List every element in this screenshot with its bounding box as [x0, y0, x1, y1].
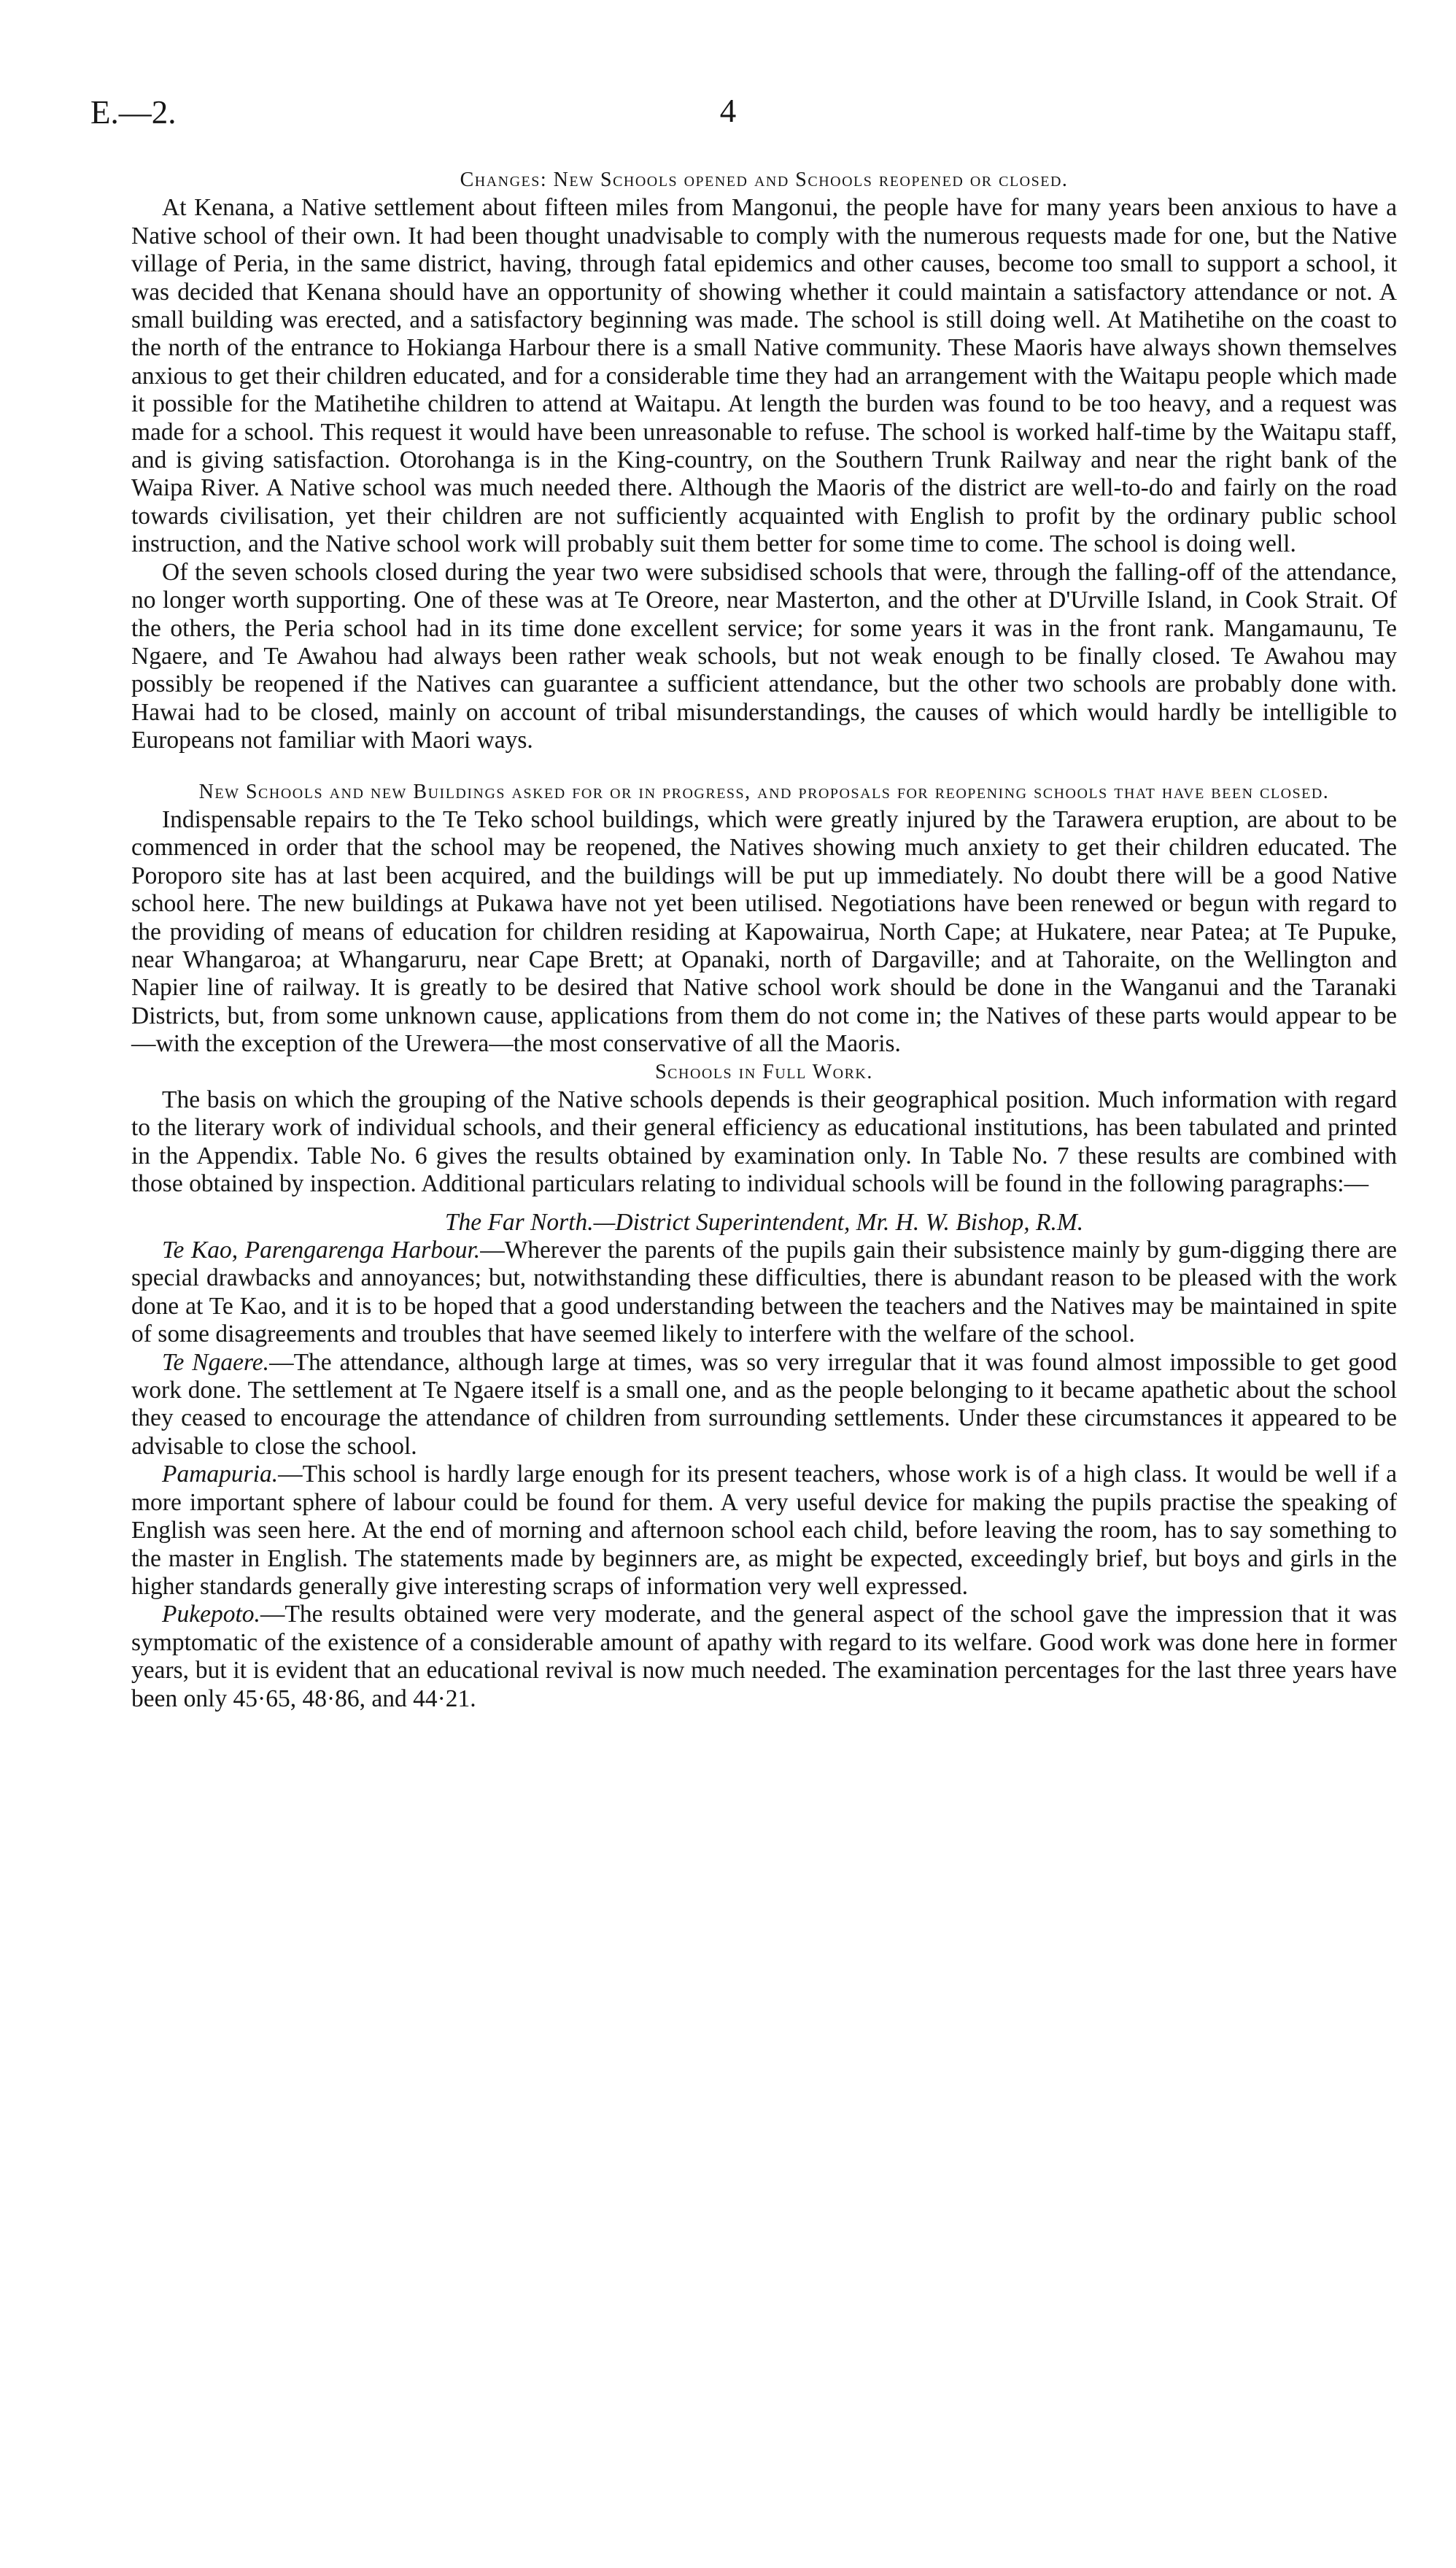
district-heading: The Far North.—District Superintendent, Mr. H. W. Bishop, R.M. — [444, 1208, 1084, 1236]
school-entry — [131, 1349, 1397, 1461]
school-name: Te Ngaere. — [162, 1348, 270, 1376]
school-entry — [131, 1601, 1397, 1713]
paragraph: Of the seven schools closed during the year two were subsidised schools that were, through the falling-off of the attendance, no longer worth supporting. One of these was at Te Oreore, near Masterton, and the other at D'Urville Island, in Cook Strait. Of the others, the Peria school had in its time done excellent service; for some years it was in the front rank. Mangamaunu, Te Ngaere, and Te Awahou had always been rather weak schools, but not weak enough to be finally closed. Te Awahou may possibly be reopened if the Natives can guarantee a sufficient attendance, but the other two schools are probably done with. Hawai had to be closed, mainly on account of tribal misunderstandings, the causes of which would hardly be intelligible to Europeans not familiar with Maori ways. — [131, 558, 1397, 754]
school-text: —The results obtained were very moderate, and the general aspect of the school gave the impression that it was symptomatic of the existence of a considerable amount of apathy with regard to its welfare. Good work was done here in former years, but it is evident that an educational revival is now much needed. The examination percentages for the last three years have been only 45·65, 48·86, and 44·21. — [131, 1601, 1397, 1712]
school-name: Te Kao, Parengarenga Harbour. — [162, 1237, 481, 1264]
school-text: —The attendance, although large at times, was so very irregular that it was found almost impossible to get good work done. The settlement at Te Ngaere itself is a small one, and as the people belonging to it became apathetic about the school they ceased to encourage the attendance of children from surrounding settlements. Under these circumstances it appeared to be advisable to close the school. — [131, 1348, 1397, 1460]
document-reference: E.—2. — [90, 94, 177, 131]
page-header — [0, 86, 1456, 130]
section-heading-changes: Changes: New Schools opened and Schools reopened or closed. — [460, 169, 1069, 191]
paragraph: The basis on which the grouping of the Native schools depends is their geographical position. Much information with regard to the literary work of individual schools, and their general efficiency as educational institutions, has been tabulated and printed in the Appendix. Table No. 6 gives the results obtained by examination only. In Table No. 7 these results are combined with those obtained by inspection. Additional particulars relating to individual schools will be found in the following paragraphs:— — [131, 1086, 1397, 1198]
school-text: —This school is hardly large enough for its present teachers, whose work is of a high class. It would be well if a more important sphere of labour could be found for them. A very useful device for making the pupils practise the speaking of English was seen here. At the end of morning and afternoon school each child, before leaving the room, has to say something to the master in English. The statements made by beginners are, as might be expected, exceedingly brief, but boys and girls in the higher standards generally give interesting scraps of information very well expressed. — [131, 1461, 1397, 1600]
section-heading-new-schools: New Schools and new Buildings asked for or in progress, and proposals for reopening schools that have been closed. — [198, 780, 1330, 803]
page-body — [131, 166, 1397, 1713]
school-text: —Wherever the parents of the pupils gain their subsistence mainly by gum-digging there are special drawbacks and annoyances; but, notwithstanding these difficulties, there is abundant reason to be pleased with the work done at Te Kao, and it is to be hoped that a good understanding between the teachers and the Natives may be maintained in spite of some disagreements and troubles that have seemed likely to interfere with the welfare of the school. — [131, 1237, 1397, 1348]
section-heading-full-work: Schools in Full Work. — [655, 1060, 873, 1083]
paragraph: Indispensable repairs to the Te Teko school buildings, which were greatly injured by the Tarawera eruption, are about to be commenced in order that the school may be reopened, the Natives showing much anxiety to get their children educated. The Poroporo site has at last been acquired, and the buildings will be put up immediately. No doubt there will be a good Native school here. The new buildings at Pukawa have not yet been utilised. Negotiations have been renewed or begun with regard to the providing of means of education for children residing at Kapowairua, North Cape; at Hukatere, near Patea; at Te Pupuke, near Whangaroa; at Whangaruru, near Cape Brett; at Opanaki, north of Dargaville; and at Tahoraite, on the Wellington and Napier line of railway. It is greatly to be desired that Native school work should be done in the Wanganui and the Taranaki Districts, but, from some unknown cause, applications from them do not come in; the Natives of these parts would appear to be—with the exception of the Urewera—the most conservative of all the Maoris. — [131, 805, 1397, 1058]
school-name: Pukepoto. — [162, 1601, 260, 1628]
paragraph: At Kenana, a Native settlement about fifteen miles from Mangonui, the people have for many years been anxious to have a Native school of their own. It had been thought unadvisable to comply with the numerous requests made for one, but the Native village of Peria, in the same district, having, through fatal epidemics and other causes, become too small to support a school, it was decided that Kenana should have an opportunity of showing whether it could maintain a satisfactory attendance or not. A small building was erected, and a satisfactory beginning was made. The school is still doing well. At Matihetihe on the coast to the north of the entrance to Hokianga Harbour there is a small Native community. These Maoris have always shown themselves anxious to get their children educated, and for a considerable time they had an arrangement with the Waitapu people which made it possible for the Matihetihe children to attend at Waitapu. At length the burden was found to be too heavy, and a request was made for a school. This request it would have been unreasonable to refuse. The school is worked half-time by the Waitapu staff, and is giving satisfaction. Otorohanga is in the King-country, on the Southern Trunk Railway and near the right bank of the Waipa River. A Native school was much needed there. Although the Maoris of the district are well-to-do and fairly on the road towards civilisation, yet their children are not sufficiently acquainted with English to profit by the ordinary public school instruction, and the Native school work will probably suit them better for some time to come. The school is doing well. — [131, 194, 1397, 558]
school-name: Pamapuria. — [162, 1461, 279, 1488]
school-entry — [131, 1237, 1397, 1349]
page-number: 4 — [719, 93, 737, 129]
school-entry — [131, 1461, 1397, 1601]
